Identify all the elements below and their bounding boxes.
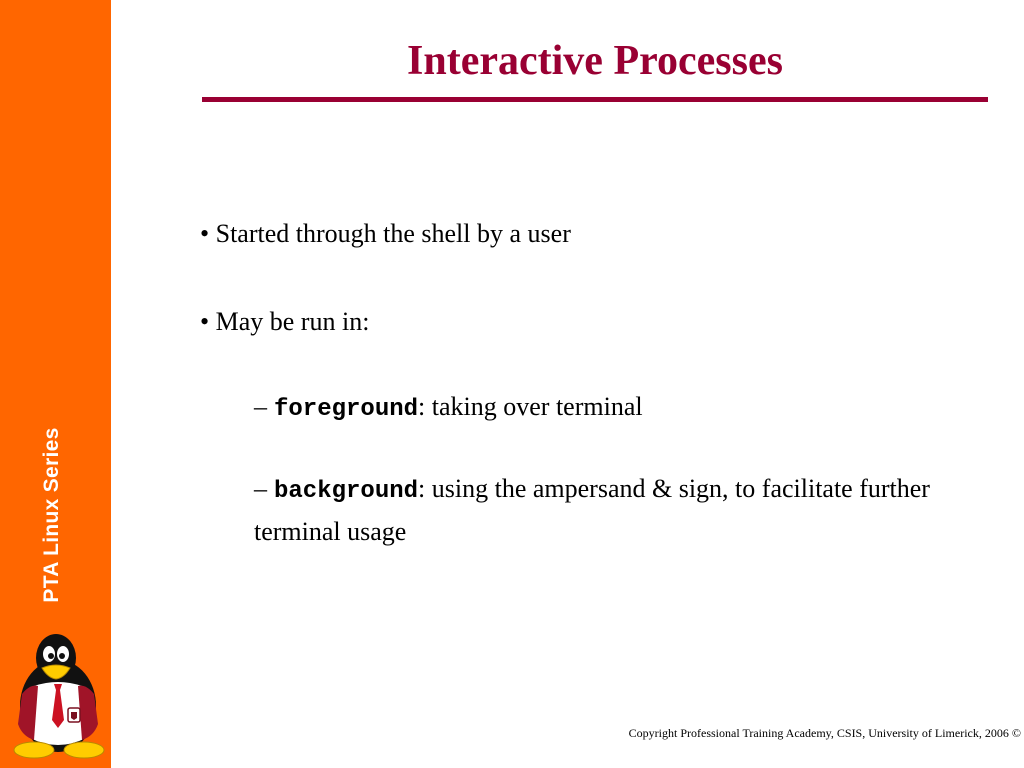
bullet-text: May be run in: <box>215 307 370 336</box>
sidebar <box>0 0 111 768</box>
bullet-text: Started through the shell by a user <box>215 219 571 248</box>
sub-bullet-text: using the ampersand & sign, to facilitate further terminal usage <box>254 474 930 546</box>
bullet-item <box>200 306 369 338</box>
sub-bullet-text: taking over terminal <box>425 392 643 421</box>
sub-bullet-separator: : <box>418 392 426 421</box>
bullet-item <box>200 218 571 250</box>
sub-bullet-term: foreground <box>274 396 419 423</box>
sub-bullet-item <box>254 387 954 430</box>
slide-content <box>200 0 990 700</box>
sub-bullet-separator: : <box>418 474 426 503</box>
bullet-marker: • <box>200 307 210 336</box>
slide-title: Interactive Processes <box>407 38 783 84</box>
sub-bullet-marker: – <box>254 474 267 503</box>
copyright-footer: Copyright Professional Training Academy, CSIS, University of Limerick, 2006 © <box>628 726 1021 740</box>
sub-bullet-term: background <box>274 478 419 505</box>
sub-bullet-marker: – <box>254 392 267 421</box>
bullet-marker: • <box>200 219 210 248</box>
series-label: PTA Linux Series <box>40 427 63 603</box>
penguin-icon <box>8 628 110 760</box>
sub-bullet-item <box>254 469 954 552</box>
